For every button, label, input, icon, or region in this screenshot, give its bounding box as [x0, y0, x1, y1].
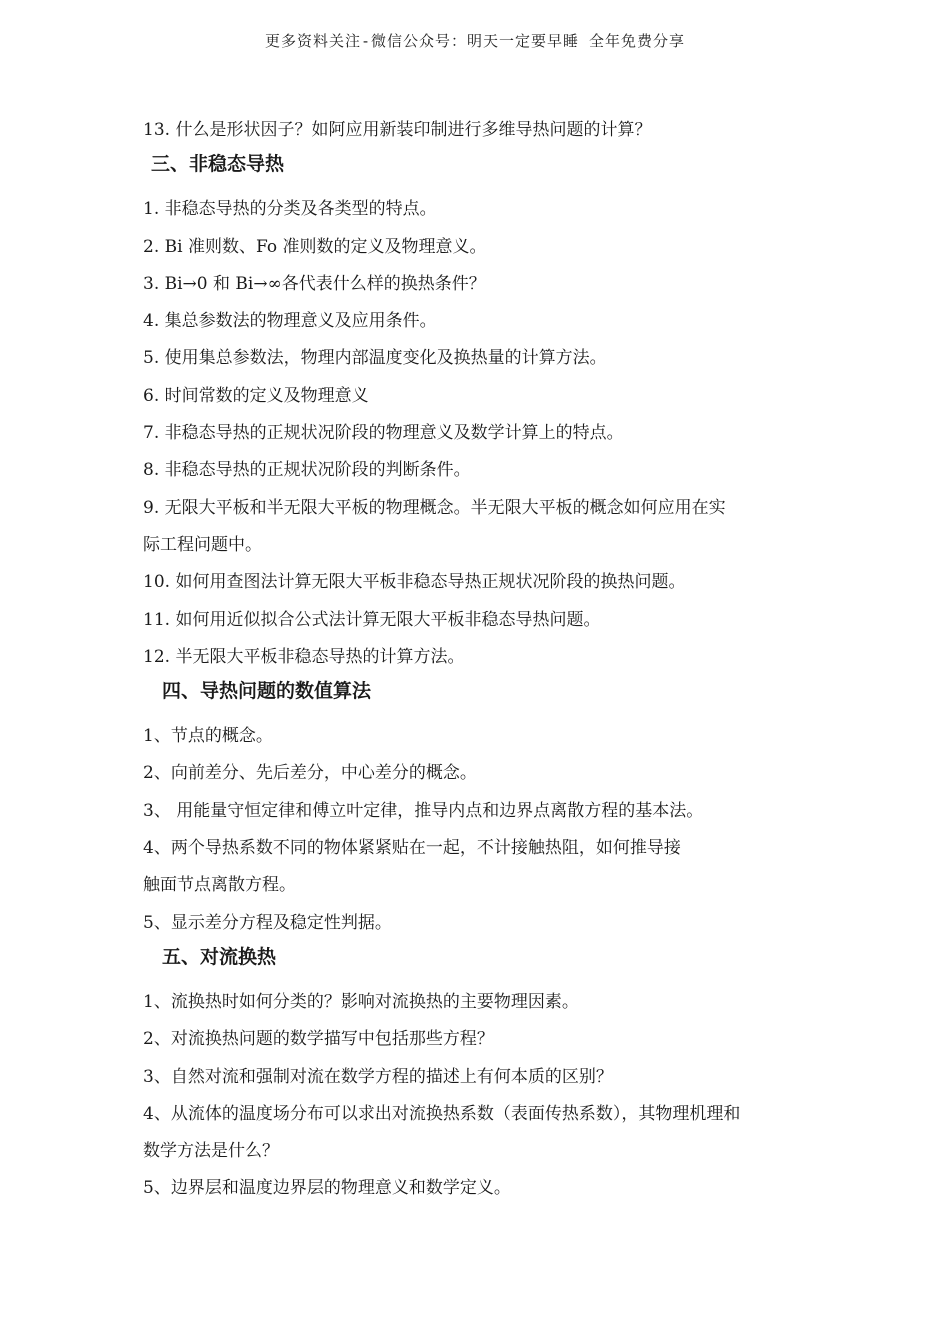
list-item: 10. 如何用查图法计算无限大平板非稳态导热正规状况阶段的换热问题。 — [143, 572, 686, 593]
list-item: 8. 非稳态导热的正规状况阶段的判断条件。 — [143, 460, 471, 481]
section-list-convection — [143, 984, 823, 1208]
list-item: 6. 时间常数的定义及物理意义 — [143, 385, 369, 406]
list-item: 4、从流体的温度场分布可以求出对流换热系数（表面传热系数），其物理机理和 — [143, 1103, 741, 1124]
list-item: 5、边界层和温度边界层的物理意义和数学定义。 — [143, 1178, 511, 1199]
header-banner: 更多资料关注-微信公众号：明天一定要早睡 全年免费分享 — [264, 32, 686, 50]
section-heading-unsteady-conduction: 三、非稳态导热 — [151, 153, 285, 176]
list-item: 5. 使用集总参数法，物理内部温度变化及换热量的计算方法。 — [143, 348, 607, 369]
list-item: 4、两个导热系数不同的物体紧紧贴在一起，不计接触热阻，如何推导接 — [143, 838, 681, 859]
list-item-continuation: 际工程问题中。 — [143, 534, 262, 555]
list-item: 9. 无限大平板和半无限大平板的物理概念。半无限大平板的概念如何应用在实 — [143, 497, 726, 518]
list-item: 3、 用能量守恒定律和傅立叶定律，推导内点和边界点离散方程的基本法。 — [143, 800, 704, 821]
list-item-continuation: 触面节点离散方程。 — [143, 875, 296, 896]
document-body — [143, 112, 823, 1208]
section-list-unsteady-conduction — [143, 191, 823, 676]
list-item: 1、节点的概念。 — [143, 726, 273, 747]
list-item: 4. 集总参数法的物理意义及应用条件。 — [143, 311, 437, 332]
list-item: 12. 半无限大平板非稳态导热的计算方法。 — [143, 646, 465, 667]
section-heading-convection: 五、对流换热 — [162, 945, 277, 968]
list-item: 5、显示差分方程及稳定性判据。 — [143, 912, 392, 933]
list-item: 2、对流换热问题的数学描写中包括那些方程？ — [143, 1029, 494, 1050]
list-item-continuation: 数学方法是什么？ — [143, 1141, 279, 1162]
list-item: 2. Bi 准则数、Fo 准则数的定义及物理意义。 — [143, 236, 487, 257]
list-item: 13. 什么是形状因子？如阿应用新装印制进行多维导热问题的计算？ — [143, 120, 652, 140]
list-item: 1. 非稳态导热的分类及各类型的特点。 — [143, 199, 437, 220]
list-item: 7. 非稳态导热的正规状况阶段的物理意义及数学计算上的特点。 — [143, 423, 624, 444]
section-list-numerical-methods — [143, 718, 823, 942]
list-item: 2、向前差分、先后差分，中心差分的概念。 — [143, 763, 477, 784]
list-item: 1、流换热时如何分类的？影响对流换热的主要物理因素。 — [143, 991, 579, 1012]
list-item: 3、自然对流和强制对流在数学方程的描述上有何本质的区别？ — [143, 1066, 613, 1087]
list-item: 3. Bi→0 和 Bi→∞各代表什么样的换热条件？ — [143, 273, 486, 294]
list-item: 11. 如何用近似拟合公式法计算无限大平板非稳态导热问题。 — [143, 609, 601, 630]
section-heading-numerical-methods: 四、导热问题的数值算法 — [162, 680, 372, 703]
